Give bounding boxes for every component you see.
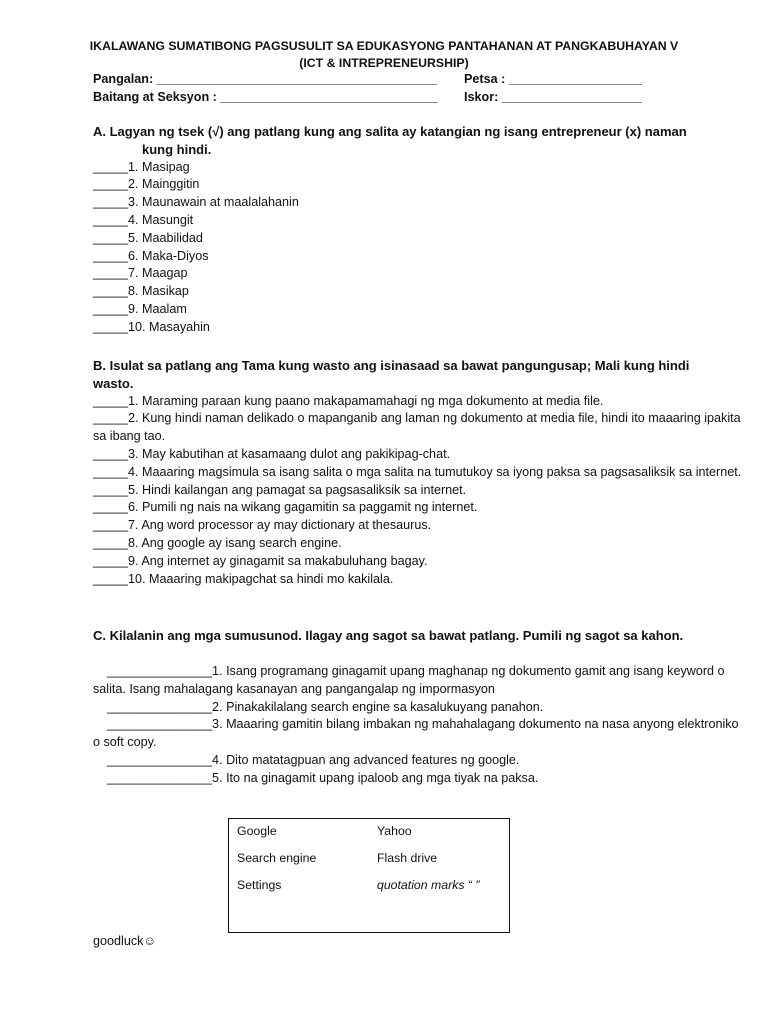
section-c-item-5: _______________5. Ito na ginagamit upang ipaloob ang mga tiyak na paksa. (107, 770, 539, 785)
score-field: Iskor: ____________________ (464, 90, 642, 104)
name-field: Pangalan: ________________________________________ (93, 72, 437, 86)
section-a-instruction-line2: kung hindi. (142, 141, 212, 157)
choice-quotation-marks: quotation marks “ ” (377, 878, 480, 892)
section-c-item-4: _______________4. Dito matatagpuan ang advanced features ng google. (107, 752, 520, 767)
section-c-instruction: C. Kilalanin ang mga sumusunod. Ilagay ang sagot sa bawat patlang. Pumili ng sagot sa kahon. (93, 628, 684, 643)
choice-flash-drive: Flash drive (377, 851, 438, 865)
section-b-item-7: _____7. Ang word processor ay may dictionary at thesaurus. (93, 518, 432, 533)
section-a-item-1: _____1. Masipag (93, 159, 190, 174)
section-a-instruction-line1: A. Lagyan ng tsek (√) ang patlang kung ang salita ay katangian ng isang entrepreneur (x) naman (93, 124, 687, 139)
section-b (93, 357, 743, 588)
section-b-instruction-line2: wasto. (93, 375, 134, 391)
title-line-2: (ICT & INTREPRENEURSHIP) (299, 55, 469, 70)
worksheet-title (0, 38, 768, 71)
section-a-item-3: _____3. Maunawain at maalalahanin (93, 195, 299, 210)
section-a-item-9: _____9. Maalam (93, 301, 187, 316)
section-b-item-6: _____6. Pumili ng nais na wikang gagamitin sa paggamit ng internet. (93, 500, 478, 515)
section-b-item-5: _____5. Hindi kailangan ang pamagat sa pagsasaliksik sa internet. (93, 482, 467, 497)
section-b-item-9: _____9. Ang internet ay ginagamit sa makabuluhang bagay. (93, 553, 428, 568)
section-a-item-2: _____2. Mainggitin (93, 177, 200, 192)
choices-box (228, 818, 510, 933)
section-a-instruction (93, 123, 743, 159)
section-b-item-4: _____4. Maaaring magsimula sa isang salita o mga salita na tumutukoy sa iyong paksa sa pagsasaliksik sa internet. (93, 464, 742, 479)
section-a-item-7: _____7. Maagap (93, 266, 188, 281)
section-b-item-10: _____10. Maaaring makipagchat sa hindi mo kakilala. (93, 571, 394, 586)
section-a-item-8: _____8. Masikap (93, 284, 189, 299)
section-b-item-1: _____1. Maraming paraan kung paano makapamamahagi ng mga dokumento at media file. (93, 393, 604, 408)
choice-google: Google (237, 824, 277, 838)
section-c-item-3: _______________3. Maaaring gamitin bilang imbakan ng mahahalagang dokumento na nasa anyong elektroniko o soft copy. (93, 717, 739, 750)
goodluck-note: goodluck☺ (93, 934, 157, 948)
section-field: Baitang at Seksyon : _______________________________ (93, 90, 438, 104)
section-b-item-3: _____3. May kabutihan at kasamaang dulot ang pakikipag-chat. (93, 446, 451, 461)
section-c-item-2: _______________2. Pinakakilalang search engine sa kasalukuyang panahon. (107, 699, 544, 714)
choice-search-engine: Search engine (237, 851, 317, 865)
section-c (93, 663, 743, 788)
title-line-1: IKALAWANG SUMATIBONG PAGSUSULIT SA EDUKASYONG PANTAHANAN AT PANGKABUHAYAN V (89, 39, 679, 53)
section-b-item-8: _____8. Ang google ay isang search engine. (93, 535, 342, 550)
section-b-instruction (93, 357, 743, 393)
choice-settings: Settings (237, 878, 282, 892)
section-a-item-5: _____5. Maabilidad (93, 230, 203, 245)
section-c-item-1: _______________1. Isang programang ginagamit upang maghanap ng dokumento gamit ang isang keyword o salita. Isang mahalagang kasanayan ang pangangalap ng impormasyon (93, 664, 725, 696)
section-b-instruction-line1: B. Isulat sa patlang ang Tama kung wasto ang isinasaad sa bawat pangungusap; Mali kung hindi (93, 358, 690, 373)
section-a-item-6: _____6. Maka-Diyos (93, 248, 209, 263)
section-a-item-4: _____4. Masungit (93, 212, 194, 227)
date-field: Petsa : ___________________ (464, 72, 642, 86)
section-c-instruction-wrap (93, 627, 743, 645)
section-a (93, 123, 743, 337)
choice-yahoo: Yahoo (377, 824, 412, 838)
section-b-item-2: _____2. Kung hindi naman delikado o mapanganib ang laman ng dokumento at media file, hindi ito maaaring ipakita sa ibang tao. (93, 411, 741, 444)
section-a-item-10: _____10. Masayahin (93, 319, 210, 334)
